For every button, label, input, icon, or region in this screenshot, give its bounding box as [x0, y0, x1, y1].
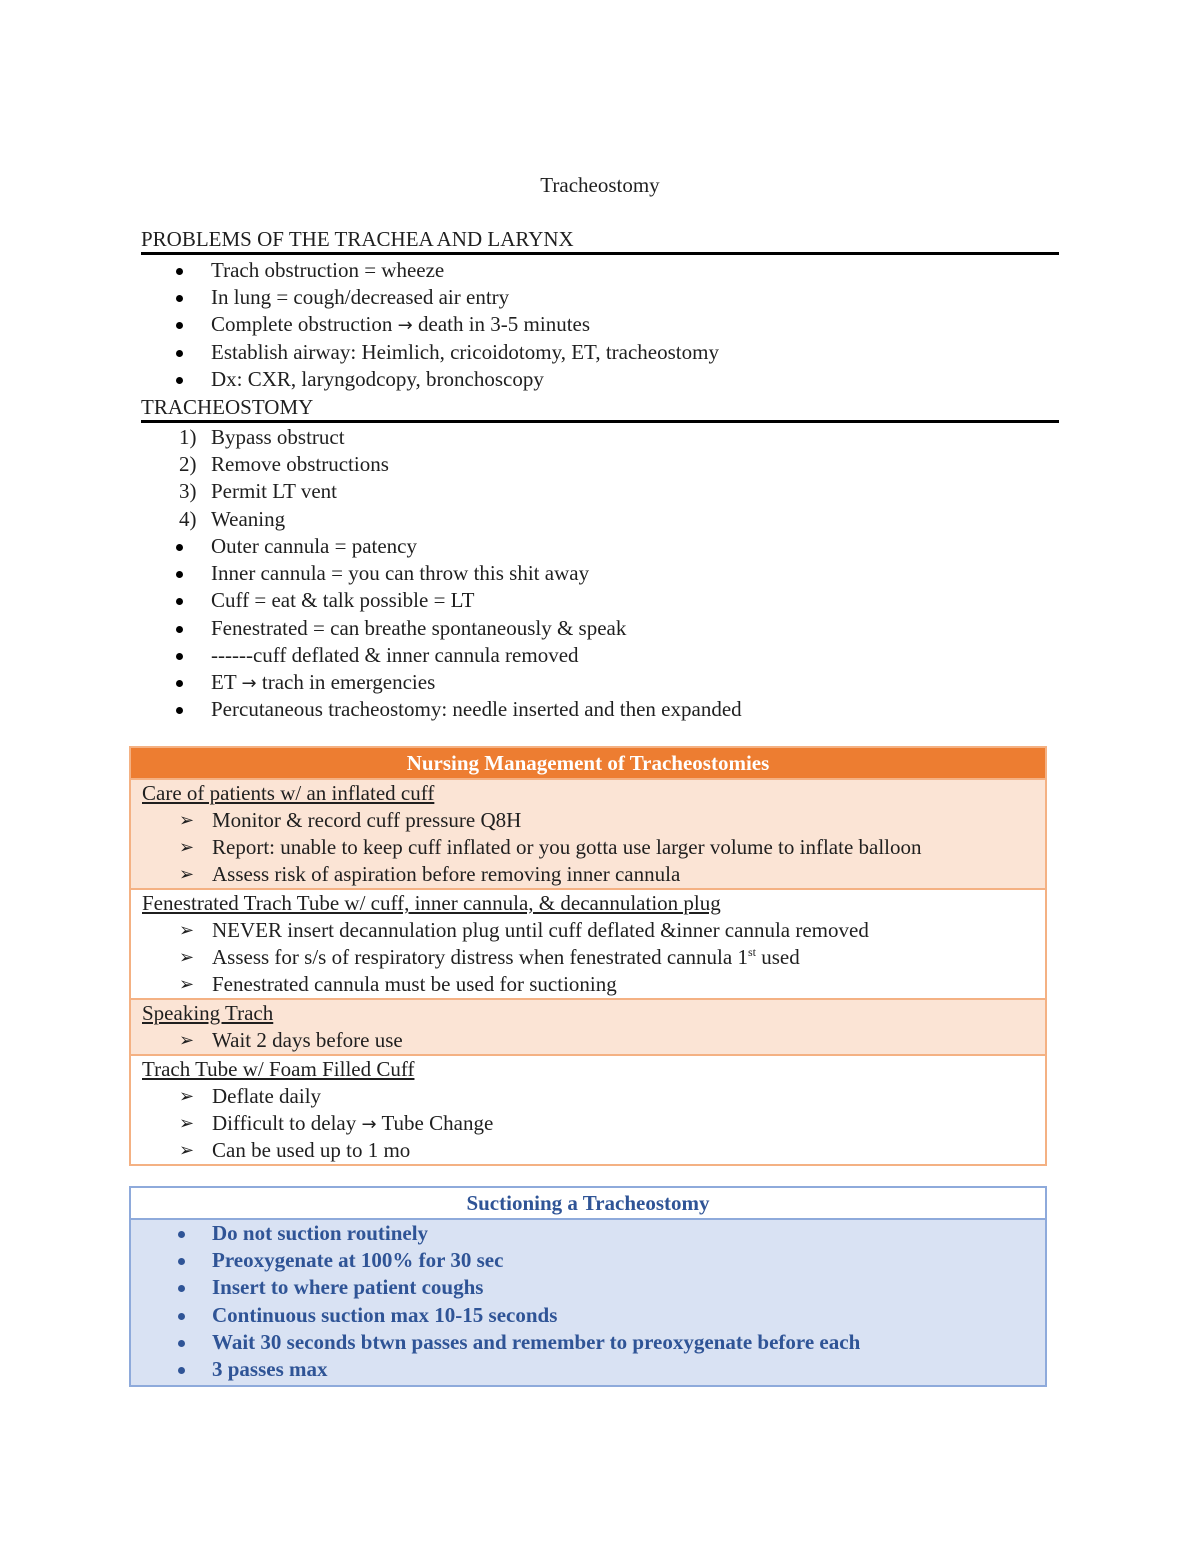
chevron-bullet-icon: ➢: [179, 1140, 195, 1161]
list-item: ➢ Wait 2 days before use: [179, 1028, 403, 1052]
table-section-inflated-cuff: [131, 778, 1045, 888]
chevron-bullet-icon: ➢: [179, 1030, 195, 1051]
section-heading-tracheostomy: TRACHEOSTOMY: [141, 394, 1059, 423]
list-item: Outer cannula = patency: [141, 533, 742, 560]
bullet-icon: [176, 268, 183, 275]
list-item: Dx: CXR, laryngodcopy, bronchoscopy: [141, 366, 719, 393]
list-item: ➢ Difficult to delay → Tube Change: [179, 1111, 494, 1135]
section-heading-problems: PROBLEMS OF THE TRACHEA AND LARYNX: [141, 226, 1059, 255]
list-item: Insert to where patient coughs: [131, 1274, 1045, 1301]
list-item: ➢ Assess risk of aspiration before removing inner cannula: [179, 862, 681, 886]
table-header: Suctioning a Tracheostomy: [131, 1188, 1045, 1220]
list-item: 3 passes max: [131, 1356, 1045, 1383]
bullet-icon: [176, 680, 183, 687]
list-item: 3) Permit LT vent: [179, 479, 337, 504]
chevron-bullet-icon: ➢: [179, 837, 195, 858]
bullet-icon: [178, 1367, 185, 1374]
bullet-icon: [176, 322, 183, 329]
list-item: ------cuff deflated & inner cannula removed: [141, 642, 742, 669]
right-arrow-icon: →: [397, 315, 413, 337]
table-body: [131, 1220, 1045, 1385]
chevron-bullet-icon: ➢: [179, 974, 195, 995]
list-item: Trach obstruction = wheeze: [141, 257, 719, 284]
list-item: 1) Bypass obstruct: [179, 425, 345, 449]
page-title: Tracheostomy: [540, 173, 660, 197]
list-item: ➢ Report: unable to keep cuff inflated or you gotta use larger volume to inflate balloon: [179, 835, 922, 859]
table-header: Nursing Management of Tracheostomies: [131, 748, 1045, 778]
bullet-icon: [176, 707, 183, 714]
section-title: Care of patients w/ an inflated cuff: [142, 781, 435, 805]
bullet-icon: [178, 1285, 185, 1292]
section-title: Trach Tube w/ Foam Filled Cuff: [142, 1057, 415, 1081]
list-item: 4) Weaning: [179, 506, 286, 531]
list-item: Continuous suction max 10-15 seconds: [131, 1302, 1045, 1329]
section-title: Speaking Trach: [142, 1001, 274, 1025]
list-item: Do not suction routinely: [131, 1220, 1045, 1247]
nursing-management-table: [129, 746, 1047, 1166]
right-arrow-icon: →: [241, 672, 257, 694]
section-title: Fenestrated Trach Tube w/ cuff, inner cannula, & decannulation plug: [142, 891, 721, 915]
chevron-bullet-icon: ➢: [179, 920, 195, 941]
list-item: Percutaneous tracheostomy: needle inserted and then expanded: [141, 696, 742, 723]
table-section-foam-cuff: [131, 1054, 1045, 1164]
bullet-icon: [176, 626, 183, 633]
suctioning-list: [131, 1220, 1045, 1383]
list-item: Cuff = eat & talk possible = LT: [141, 587, 742, 614]
right-arrow-icon: →: [361, 1114, 377, 1135]
table-section-speaking-trach: [131, 998, 1045, 1054]
list-item: Preoxygenate at 100% for 30 sec: [131, 1247, 1045, 1274]
bullet-icon: [178, 1340, 185, 1347]
list-item: 2) Remove obstructions: [179, 452, 389, 477]
table-section-fenestrated: [131, 888, 1045, 998]
bullet-icon: [176, 544, 183, 551]
list-item: Inner cannula = you can throw this shit away: [141, 560, 742, 587]
list-item: ET → trach in emergencies: [141, 669, 742, 696]
suctioning-table: [129, 1186, 1047, 1387]
chevron-bullet-icon: ➢: [179, 810, 195, 831]
bullet-icon: [176, 350, 183, 357]
chevron-bullet-icon: ➢: [179, 1113, 195, 1134]
list-item: ➢ Deflate daily: [179, 1084, 322, 1108]
problems-list: [141, 257, 719, 393]
list-item: ➢ Can be used up to 1 mo: [179, 1138, 411, 1162]
list-item: Wait 30 seconds btwn passes and remember to preoxygenate before each: [131, 1329, 1045, 1356]
chevron-bullet-icon: ➢: [179, 1086, 195, 1107]
tracheostomy-bullet-list: [141, 533, 742, 723]
list-item: ➢ Monitor & record cuff pressure Q8H: [179, 808, 522, 832]
list-item: Fenestrated = can breathe spontaneously & speak: [141, 615, 742, 642]
tracheostomy-numbered-list: [141, 424, 389, 533]
list-item: In lung = cough/decreased air entry: [141, 284, 719, 311]
bullet-icon: [178, 1231, 185, 1238]
bullet-icon: [176, 295, 183, 302]
bullet-icon: [176, 377, 183, 384]
chevron-bullet-icon: ➢: [179, 864, 195, 885]
bullet-icon: [178, 1258, 185, 1265]
list-item: Establish airway: Heimlich, cricoidotomy, ET, tracheostomy: [141, 339, 719, 366]
bullet-icon: [176, 653, 183, 660]
bullet-icon: [178, 1313, 185, 1320]
list-item: ➢ NEVER insert decannulation plug until cuff deflated &inner cannula removed: [179, 918, 869, 942]
list-item: ➢ Assess for s/s of respiratory distress when fenestrated cannula 1st used: [179, 945, 800, 969]
bullet-icon: [176, 598, 183, 605]
list-item: ➢ Fenestrated cannula must be used for suctioning: [179, 972, 617, 996]
chevron-bullet-icon: ➢: [179, 947, 195, 968]
list-item: Complete obstruction → death in 3-5 minutes: [141, 311, 719, 338]
bullet-icon: [176, 571, 183, 578]
